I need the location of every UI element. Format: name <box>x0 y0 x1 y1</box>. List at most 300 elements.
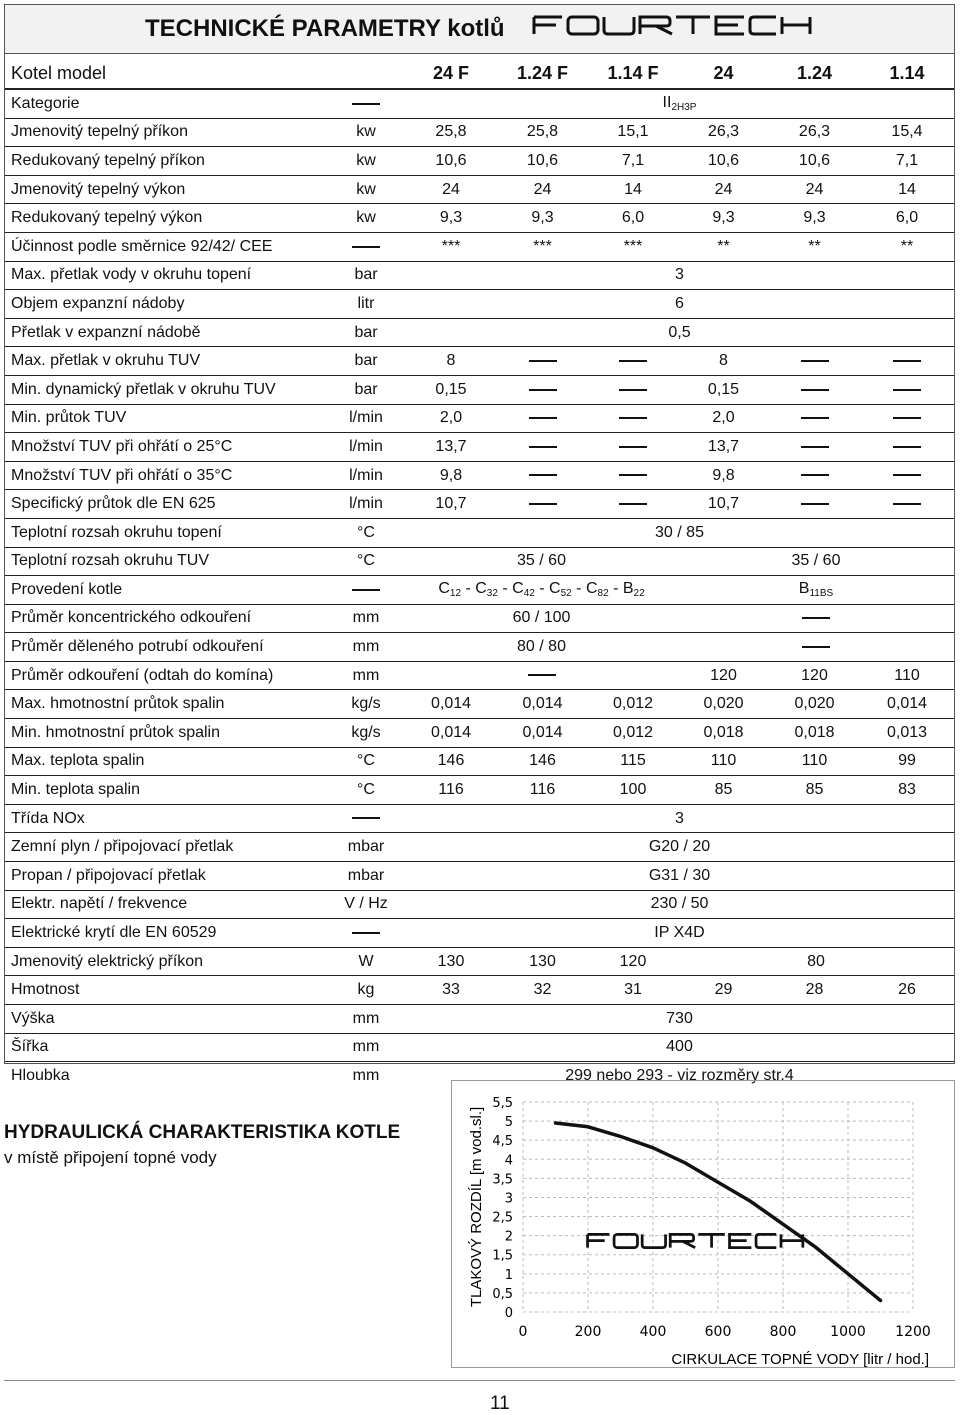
value-cell <box>860 461 954 490</box>
y-tick-label: 5,5 <box>492 1096 513 1111</box>
span-cell: 0,5 <box>405 318 954 347</box>
span-cell: 400 <box>405 1033 954 1062</box>
row-unit: °C <box>327 776 405 805</box>
row-label: Min. hmotnostní průtok spalin <box>5 719 327 748</box>
value-cell: 8 <box>678 347 769 376</box>
row-unit: °C <box>327 547 405 576</box>
table-row <box>5 89 954 118</box>
row-unit: l/min <box>327 490 405 519</box>
table-row <box>5 604 954 633</box>
row-label: Elektrické krytí dle EN 60529 <box>5 919 327 948</box>
parameters-table <box>5 58 954 1090</box>
x-tick-label: 600 <box>704 1324 732 1340</box>
value-cell <box>860 347 954 376</box>
y-tick-label: 5 <box>504 1115 513 1131</box>
dash-mark <box>893 389 921 391</box>
value-cell: 120 <box>588 947 678 976</box>
row-label: Hmotnost <box>5 976 327 1005</box>
dash-mark <box>352 817 380 819</box>
value-cell <box>497 461 588 490</box>
row-label: Jmenovitý tepelný příkon <box>5 118 327 147</box>
x-axis-label: CIRKULACE TOPNÉ VODY [litr / hod.] <box>671 1351 929 1368</box>
dash-mark <box>801 474 829 476</box>
value-cell: 0,013 <box>860 719 954 748</box>
value-cell <box>588 490 678 519</box>
row-label: Max. hmotnostní průtok spalin <box>5 690 327 719</box>
table-row <box>5 1005 954 1034</box>
dash-mark <box>619 360 647 362</box>
value-cell: ** <box>860 232 954 261</box>
dash-mark <box>352 103 380 105</box>
group-cell: 80 / 80 <box>405 633 678 662</box>
value-cell: *** <box>588 232 678 261</box>
dash-mark <box>893 360 921 362</box>
row-label: Jmenovitý elektrický příkon <box>5 947 327 976</box>
row-label: Přetlak v expanzní nádobě <box>5 318 327 347</box>
dash-mark <box>893 474 921 476</box>
value-cell <box>769 375 860 404</box>
model-header: 1.14 <box>860 58 954 89</box>
table-header-row <box>5 58 954 89</box>
row-unit: kw <box>327 175 405 204</box>
row-unit <box>327 804 405 833</box>
row-unit: kg/s <box>327 690 405 719</box>
span-cell: 6 <box>405 290 954 319</box>
value-cell: 99 <box>860 747 954 776</box>
value-cell: 100 <box>588 776 678 805</box>
span-cell: G20 / 20 <box>405 833 954 862</box>
value-cell: ** <box>678 232 769 261</box>
provedeni-b-cell: $B_{11BS}$ <box>678 576 954 605</box>
dash-mark <box>893 503 921 505</box>
row-label: Objem expanzní nádoby <box>5 290 327 319</box>
row-unit <box>327 576 405 605</box>
row-label: Účinnost podle směrnice 92/42/ CEE <box>5 232 327 261</box>
row-label: Elektr. napětí / frekvence <box>5 890 327 919</box>
value-cell <box>588 347 678 376</box>
value-cell: 10,7 <box>405 490 497 519</box>
value-cell <box>497 490 588 519</box>
table-row <box>5 290 954 319</box>
row-unit: mm <box>352 1066 380 1084</box>
value-cell: 9,8 <box>678 461 769 490</box>
dash-mark <box>801 360 829 362</box>
dash-mark <box>619 503 647 505</box>
x-tick-label: 1200 <box>895 1324 931 1340</box>
row-label: Hloubka <box>11 1066 70 1084</box>
dash-mark <box>529 503 557 505</box>
value-cell: 15,1 <box>588 118 678 147</box>
x-tick-label: 800 <box>769 1324 797 1340</box>
value-cell: 110 <box>860 661 954 690</box>
value-cell: 85 <box>678 776 769 805</box>
span-cell: G31 / 30 <box>405 862 954 891</box>
dash-mark <box>352 932 380 934</box>
dash-mark <box>529 389 557 391</box>
dash-mark <box>893 446 921 448</box>
table-row <box>5 719 954 748</box>
row-unit: mm <box>327 1033 405 1062</box>
value-cell: 110 <box>769 747 860 776</box>
logo-stroke <box>756 1234 776 1247</box>
row-label: Redukovaný tepelný příkon <box>5 147 327 176</box>
model-header: 1.24 F <box>497 58 588 89</box>
value-cell: 28 <box>769 976 860 1005</box>
value-cell <box>860 404 954 433</box>
row-label: Provedení kotle <box>5 576 327 605</box>
dash-mark <box>893 417 921 419</box>
value-cell: 24 <box>678 175 769 204</box>
model-header: 24 <box>678 58 769 89</box>
group-cell: 35 / 60 <box>678 547 954 576</box>
dash-mark <box>619 446 647 448</box>
value-cell: 0,012 <box>588 719 678 748</box>
table-row <box>5 375 954 404</box>
table-row <box>5 690 954 719</box>
x-tick-label: 200 <box>574 1324 602 1340</box>
span-cell: 230 / 50 <box>405 890 954 919</box>
value-cell: 8 <box>405 347 497 376</box>
value-cell: 15,4 <box>860 118 954 147</box>
y-tick-label: 4 <box>504 1153 513 1169</box>
table-row <box>5 633 954 662</box>
row-unit: l/min <box>327 461 405 490</box>
value-cell: 116 <box>405 776 497 805</box>
row-label: Jmenovitý tepelný výkon <box>5 175 327 204</box>
value-cell: 0,014 <box>497 719 588 748</box>
value-cell: 24 <box>405 175 497 204</box>
row-unit: V / Hz <box>327 890 405 919</box>
x-tick-label: 1000 <box>830 1324 866 1340</box>
row-label: Min. teplota spalin <box>5 776 327 805</box>
value-cell <box>860 433 954 462</box>
value-cell: 85 <box>769 776 860 805</box>
value-cell: 6,0 <box>860 204 954 233</box>
row-unit: mbar <box>327 833 405 862</box>
y-tick-label: 2 <box>504 1229 513 1245</box>
dash-mark <box>619 389 647 391</box>
value-cell: 2,0 <box>405 404 497 433</box>
value-cell <box>769 347 860 376</box>
dash-mark <box>801 389 829 391</box>
y-axis-label: TLAKOVÝ ROZDÍL [m vod.sl.] <box>468 1106 485 1308</box>
value-cell: 26,3 <box>769 118 860 147</box>
value-cell: 32 <box>497 976 588 1005</box>
dash-mark <box>529 417 557 419</box>
table-row <box>5 232 954 261</box>
table-row <box>5 518 954 547</box>
row-unit <box>327 89 405 118</box>
dash-mark <box>801 417 829 419</box>
value-cell: 29 <box>678 976 769 1005</box>
row-label: Propan / připojovací přetlak <box>5 862 327 891</box>
row-unit: °C <box>327 518 405 547</box>
dash-mark <box>802 646 830 648</box>
table-row <box>5 833 954 862</box>
span-cell: 299 nebo 293 - viz rozměry str.4 <box>565 1066 794 1084</box>
value-cell: 110 <box>678 747 769 776</box>
row-unit: kw <box>327 118 405 147</box>
row-label: Max. přetlak vody v okruhu topení <box>5 261 327 290</box>
span-cell: 30 / 85 <box>405 518 954 547</box>
value-cell: 0,020 <box>678 690 769 719</box>
value-cell: 0,014 <box>860 690 954 719</box>
value-cell: 14 <box>588 175 678 204</box>
value-cell: 0,018 <box>678 719 769 748</box>
value-cell: 25,8 <box>405 118 497 147</box>
group-cell: 35 / 60 <box>405 547 678 576</box>
table-row <box>5 175 954 204</box>
value-cell: 10,6 <box>769 147 860 176</box>
table-row <box>5 1033 954 1062</box>
x-tick-label: 0 <box>518 1324 528 1340</box>
row-unit <box>327 232 405 261</box>
row-unit: bar <box>327 318 405 347</box>
row-label: Množství TUV při ohřátí o 25°C <box>5 433 327 462</box>
group-cell: 60 / 100 <box>405 604 678 633</box>
table-row <box>5 862 954 891</box>
value-cell <box>588 375 678 404</box>
y-tick-label: 3,5 <box>492 1172 513 1188</box>
row-label: Teplotní rozsah okruhu topení <box>5 518 327 547</box>
value-cell: 26,3 <box>678 118 769 147</box>
value-cell: 0,014 <box>405 690 497 719</box>
row-label: Max. přetlak v okruhu TUV <box>5 347 327 376</box>
value-cell: 24 <box>497 175 588 204</box>
dash-mark <box>529 474 557 476</box>
table-row <box>5 547 954 576</box>
value-cell <box>497 433 588 462</box>
value-cell: 10,6 <box>678 147 769 176</box>
hydraulic-title: HYDRAULICKÁ CHARAKTERISTIKA KOTLE <box>4 1122 401 1143</box>
logo-stroke <box>698 1234 725 1247</box>
value-cell <box>497 404 588 433</box>
logo-stroke <box>670 1234 695 1247</box>
table-row <box>5 404 954 433</box>
table-row <box>5 261 954 290</box>
value-cell: 10,6 <box>497 147 588 176</box>
value-cell: 0,014 <box>497 690 588 719</box>
dash-mark <box>352 246 380 248</box>
value-cell <box>588 404 678 433</box>
value-cell: 83 <box>860 776 954 805</box>
value-cell: ** <box>769 232 860 261</box>
table-row <box>5 976 954 1005</box>
table-row <box>5 318 954 347</box>
value-cell: 9,3 <box>678 204 769 233</box>
row-unit: litr <box>327 290 405 319</box>
value-cell: 0,012 <box>588 690 678 719</box>
table-row <box>5 890 954 919</box>
value-cell: 120 <box>678 661 769 690</box>
value-cell <box>860 375 954 404</box>
group-cell <box>678 604 954 633</box>
span-cell: 3 <box>405 804 954 833</box>
value-cell: 0,020 <box>769 690 860 719</box>
row-label: Šířka <box>5 1033 327 1062</box>
model-header: 1.24 <box>769 58 860 89</box>
table-row <box>5 204 954 233</box>
row-unit: °C <box>327 747 405 776</box>
dash-mark <box>619 474 647 476</box>
dash-mark <box>801 503 829 505</box>
span-cell: 730 <box>405 1005 954 1034</box>
header-label: Kotel model <box>5 58 405 89</box>
value-cell: 146 <box>497 747 588 776</box>
value-cell <box>497 375 588 404</box>
value-cell: 13,7 <box>405 433 497 462</box>
value-cell: 6,0 <box>588 204 678 233</box>
y-tick-label: 2,5 <box>492 1210 513 1226</box>
row-label: Třída NOx <box>5 804 327 833</box>
dash-mark <box>529 446 557 448</box>
value-cell <box>769 461 860 490</box>
span-cell: IP X4D <box>405 919 954 948</box>
provedeni-c-cell: $C_{12} - C_{32} - C_{42} - C_{52} - C_{82} - B_{22}$ <box>405 576 678 605</box>
y-tick-label: 3 <box>504 1191 513 1207</box>
row-label: Redukovaný tepelný výkon <box>5 204 327 233</box>
row-unit: bar <box>327 347 405 376</box>
y-tick-label: 1 <box>504 1267 513 1283</box>
row-label: Kategorie <box>5 89 327 118</box>
row-unit: mbar <box>327 862 405 891</box>
logo-stroke <box>614 1234 637 1247</box>
row-label: Zemní plyn / připojovací přetlak <box>5 833 327 862</box>
x-tick-label: 400 <box>639 1324 667 1340</box>
row-label: Min. dynamický přetlak v okruhu TUV <box>5 375 327 404</box>
row-label: Množství TUV při ohřátí o 35°C <box>5 461 327 490</box>
dash-mark <box>801 446 829 448</box>
table-row <box>5 919 954 948</box>
model-header: 1.14 F <box>588 58 678 89</box>
value-cell: 116 <box>497 776 588 805</box>
hydraulic-subtitle: v místě připojení topné vody <box>4 1148 217 1167</box>
table-row <box>5 347 954 376</box>
value-cell: 10,7 <box>678 490 769 519</box>
row-unit: mm <box>327 604 405 633</box>
value-cell <box>769 490 860 519</box>
row-unit: kg/s <box>327 719 405 748</box>
value-cell: 2,0 <box>678 404 769 433</box>
page-number: 11 <box>490 1393 510 1414</box>
row-unit: mm <box>327 661 405 690</box>
value-cell: 115 <box>588 747 678 776</box>
value-cell <box>769 404 860 433</box>
dash-mark <box>619 417 647 419</box>
footer-divider <box>4 1380 955 1381</box>
row-label: Min. průtok TUV <box>5 404 327 433</box>
value-cell <box>588 433 678 462</box>
dash-mark <box>529 360 557 362</box>
value-cell: 7,1 <box>588 147 678 176</box>
y-tick-label: 4,5 <box>492 1134 513 1150</box>
table-row <box>5 576 954 605</box>
row-unit: bar <box>327 261 405 290</box>
row-unit: kw <box>327 204 405 233</box>
value-cell: 0,15 <box>678 375 769 404</box>
value-cell: 146 <box>405 747 497 776</box>
table-row <box>5 804 954 833</box>
row-unit: mm <box>327 633 405 662</box>
value-cell: *** <box>405 232 497 261</box>
row-label: Průměr odkouření (odtah do komína) <box>5 661 327 690</box>
value-cell: 10,6 <box>405 147 497 176</box>
value-cell: 31 <box>588 976 678 1005</box>
value-cell <box>497 347 588 376</box>
span-cell: $II_{2H3P}$ <box>405 89 954 118</box>
table-row <box>5 433 954 462</box>
chart-watermark-logo <box>588 1234 803 1247</box>
value-cell: 24 <box>769 175 860 204</box>
value-cell <box>860 490 954 519</box>
value-cell: 25,8 <box>497 118 588 147</box>
value-cell: 9,3 <box>497 204 588 233</box>
model-header: 24 F <box>405 58 497 89</box>
table-row <box>5 947 954 976</box>
row-unit: kw <box>327 147 405 176</box>
value-cell: 9,8 <box>405 461 497 490</box>
value-cell: 33 <box>405 976 497 1005</box>
row-label: Průměr koncentrického odkouření <box>5 604 327 633</box>
group-cell <box>678 633 954 662</box>
value-cell: *** <box>497 232 588 261</box>
dash-mark <box>352 589 380 591</box>
row-unit: mm <box>327 1005 405 1034</box>
span-cell: 3 <box>405 261 954 290</box>
value-cell: 130 <box>497 947 588 976</box>
value-cell: 7,1 <box>860 147 954 176</box>
page-title: TECHNICKÉ PARAMETRY kotlů <box>145 15 505 42</box>
logo-stroke <box>588 1234 610 1247</box>
y-tick-label: 1,5 <box>492 1248 513 1264</box>
row-label: Průměr děleného potrubí odkouření <box>5 633 327 662</box>
y-tick-label: 0,5 <box>492 1286 513 1302</box>
value-cell: 14 <box>860 175 954 204</box>
row-unit: bar <box>327 375 405 404</box>
value-cell: 13,7 <box>678 433 769 462</box>
group-cell: 80 <box>678 947 954 976</box>
table-row <box>5 118 954 147</box>
value-cell: 26 <box>860 976 954 1005</box>
dash-mark <box>528 674 556 676</box>
row-label: Max. teplota spalin <box>5 747 327 776</box>
group-cell <box>405 661 678 690</box>
value-cell: 9,3 <box>405 204 497 233</box>
hydraulic-chart <box>451 1080 955 1368</box>
value-cell <box>588 461 678 490</box>
logo-stroke <box>642 1234 665 1247</box>
logo-stroke <box>730 1234 752 1247</box>
value-cell <box>769 433 860 462</box>
dash-mark <box>802 617 830 619</box>
value-cell: 9,3 <box>769 204 860 233</box>
row-unit: kg <box>327 976 405 1005</box>
row-unit: l/min <box>327 433 405 462</box>
table-row <box>5 661 954 690</box>
row-label: Specifický průtok dle EN 625 <box>5 490 327 519</box>
value-cell: 120 <box>769 661 860 690</box>
value-cell: 0,15 <box>405 375 497 404</box>
table-row <box>5 490 954 519</box>
y-tick-label: 0 <box>504 1306 513 1321</box>
row-label: Teplotní rozsah okruhu TUV <box>5 547 327 576</box>
row-label: Výška <box>5 1005 327 1034</box>
value-cell: 0,014 <box>405 719 497 748</box>
table-row <box>5 747 954 776</box>
value-cell: 0,018 <box>769 719 860 748</box>
row-unit: l/min <box>327 404 405 433</box>
table-row <box>5 147 954 176</box>
